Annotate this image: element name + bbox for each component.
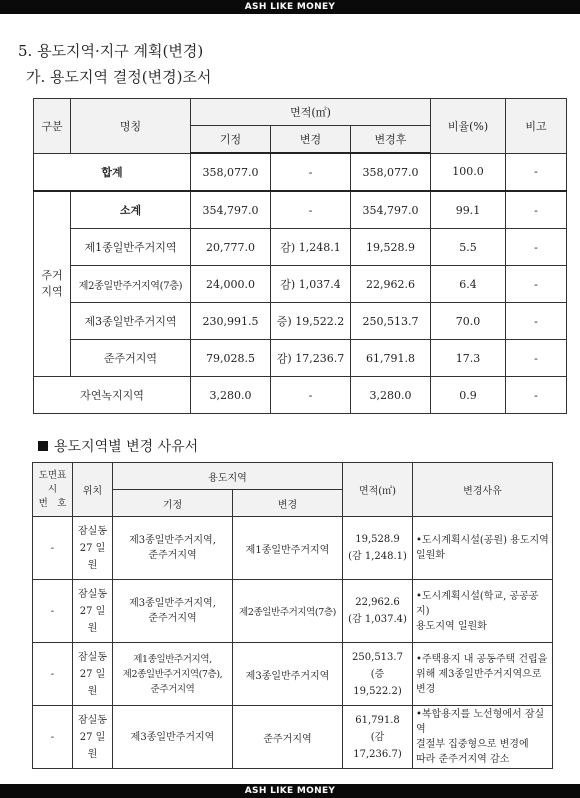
row-after: 250,513.7	[351, 303, 431, 340]
table-row	[34, 303, 567, 340]
green-change: -	[271, 377, 351, 414]
total-after: 358,077.0	[351, 153, 431, 191]
existing-zone-cell: 제3종일반주거지역, 준주거지역	[113, 517, 233, 580]
row-after: 354,797.0	[351, 191, 431, 229]
reason-cell: •도시계획시설(학교, 공공공지) 용도지역 일원화	[413, 580, 553, 643]
total-change: -	[271, 153, 351, 191]
row-change: 감) 17,236.7	[271, 340, 351, 377]
zoning-decision-table	[33, 98, 567, 414]
row-ratio: 99.1	[431, 191, 506, 229]
map-no-cell: -	[33, 643, 73, 706]
area-cell: 22,962.6 (감 1,037.4)	[343, 580, 413, 643]
table-row	[33, 643, 553, 706]
changed-zone-cell: 제1종일반주거지역	[233, 517, 343, 580]
row-change: 감) 1,248.1	[271, 229, 351, 266]
total-ratio: 100.0	[431, 153, 506, 191]
existing-zone-cell: 제3종일반주거지역, 준주거지역	[113, 580, 233, 643]
header-zone: 용도지역	[113, 463, 343, 490]
row-change: 감) 1,037.4	[271, 266, 351, 303]
location-cell: 잠실동 27 일원	[73, 580, 113, 643]
header-change: 변경	[233, 490, 343, 517]
row-existing: 24,000.0	[191, 266, 271, 303]
header-reason: 변경사유	[413, 463, 553, 517]
table-row	[34, 266, 567, 303]
row-remark: -	[506, 303, 567, 340]
total-existing: 358,077.0	[191, 153, 271, 191]
table-row	[33, 580, 553, 643]
location-cell: 잠실동 27 일원	[73, 517, 113, 580]
header-change: 변경	[271, 126, 351, 154]
header-area: 면적(㎡)	[191, 99, 431, 126]
row-name: 준주거지역	[71, 340, 191, 377]
row-existing: 354,797.0	[191, 191, 271, 229]
changed-zone-cell: 제2종일반주거지역(7층)	[233, 580, 343, 643]
table-row	[33, 517, 553, 580]
changed-zone-cell: 준주거지역	[233, 706, 343, 769]
header-existing: 기정	[191, 126, 271, 154]
square-bullet-icon	[38, 441, 48, 451]
top-banner: ASH LIKE MONEY	[0, 0, 580, 14]
row-name: 제1종일반주거지역	[71, 229, 191, 266]
green-existing: 3,280.0	[191, 377, 271, 414]
row-after: 61,791.8	[351, 340, 431, 377]
reason-cell: •도시계획시설(공원) 용도지역 일원화	[413, 517, 553, 580]
row-existing: 20,777.0	[191, 229, 271, 266]
row-existing: 230,991.5	[191, 303, 271, 340]
table-row	[34, 229, 567, 266]
map-no-cell: -	[33, 517, 73, 580]
table-header-row	[33, 463, 553, 490]
green-label: 자연녹지지역	[34, 377, 191, 414]
section-title: 5. 용도지역·지구 계획(변경)	[18, 42, 204, 60]
row-name: 소계	[71, 191, 191, 229]
area-cell: 250,513.7 (증 19,522.2)	[343, 643, 413, 706]
row-change: 증) 19,522.2	[271, 303, 351, 340]
table-row-total	[34, 153, 567, 191]
row-remark: -	[506, 191, 567, 229]
total-label: 합계	[34, 153, 191, 191]
table-row	[33, 706, 553, 769]
green-ratio: 0.9	[431, 377, 506, 414]
green-remark: -	[506, 377, 567, 414]
header-ratio: 비율(%)	[431, 99, 506, 154]
map-no-cell: -	[33, 580, 73, 643]
changed-zone-cell: 제3종일반주거지역	[233, 643, 343, 706]
reason-cell: •복합용지를 노선형에서 잠실역 결절부 집중형으로 변경에 따라 준주거지역 감소	[413, 706, 553, 769]
header-area: 면적(㎡)	[343, 463, 413, 517]
header-existing: 기정	[113, 490, 233, 517]
zoning-change-reasons-table	[32, 462, 553, 769]
existing-zone-cell: 제1종일반주거지역, 제2종일반주거지역(7층), 준주거지역	[113, 643, 233, 706]
table-row	[34, 340, 567, 377]
location-cell: 잠실동 27 일원	[73, 643, 113, 706]
row-ratio: 6.4	[431, 266, 506, 303]
header-remark: 비고	[506, 99, 567, 154]
row-ratio: 17.3	[431, 340, 506, 377]
row-name: 제2종일반주거지역(7층)	[71, 266, 191, 303]
map-no-cell: -	[33, 706, 73, 769]
location-cell: 잠실동 27 일원	[73, 706, 113, 769]
header-location: 위치	[73, 463, 113, 517]
row-remark: -	[506, 340, 567, 377]
reason-cell: •주택용지 내 공동주택 건립을 위해 제3종일반주거지역으로 변경	[413, 643, 553, 706]
area-cell: 19,528.9 (감 1,248.1)	[343, 517, 413, 580]
row-after: 22,962.6	[351, 266, 431, 303]
total-remark: -	[506, 153, 567, 191]
reasons-title: 용도지역별 변경 사유서	[54, 439, 199, 455]
subsection-title: 가. 용도지역 결정(변경)조서	[26, 68, 212, 86]
header-after: 변경후	[351, 126, 431, 154]
row-remark: -	[506, 229, 567, 266]
row-ratio: 5.5	[431, 229, 506, 266]
row-change: -	[271, 191, 351, 229]
row-ratio: 70.0	[431, 303, 506, 340]
existing-zone-cell: 제3종일반주거지역	[113, 706, 233, 769]
table-row	[34, 377, 567, 414]
residential-group-label: 주거 지역	[34, 191, 71, 377]
row-after: 19,528.9	[351, 229, 431, 266]
green-after: 3,280.0	[351, 377, 431, 414]
table-row	[34, 191, 567, 229]
header-map-no: 도면표시 번 호	[33, 463, 73, 517]
header-category: 구분	[34, 99, 71, 154]
row-name: 제3종일반주거지역	[71, 303, 191, 340]
row-existing: 79,028.5	[191, 340, 271, 377]
table-header-row	[34, 99, 567, 126]
area-cell: 61,791.8 (감 17,236.7)	[343, 706, 413, 769]
row-remark: -	[506, 266, 567, 303]
header-name: 명칭	[71, 99, 191, 154]
bottom-banner: ASH LIKE MONEY	[0, 784, 580, 798]
reasons-heading	[38, 436, 198, 456]
